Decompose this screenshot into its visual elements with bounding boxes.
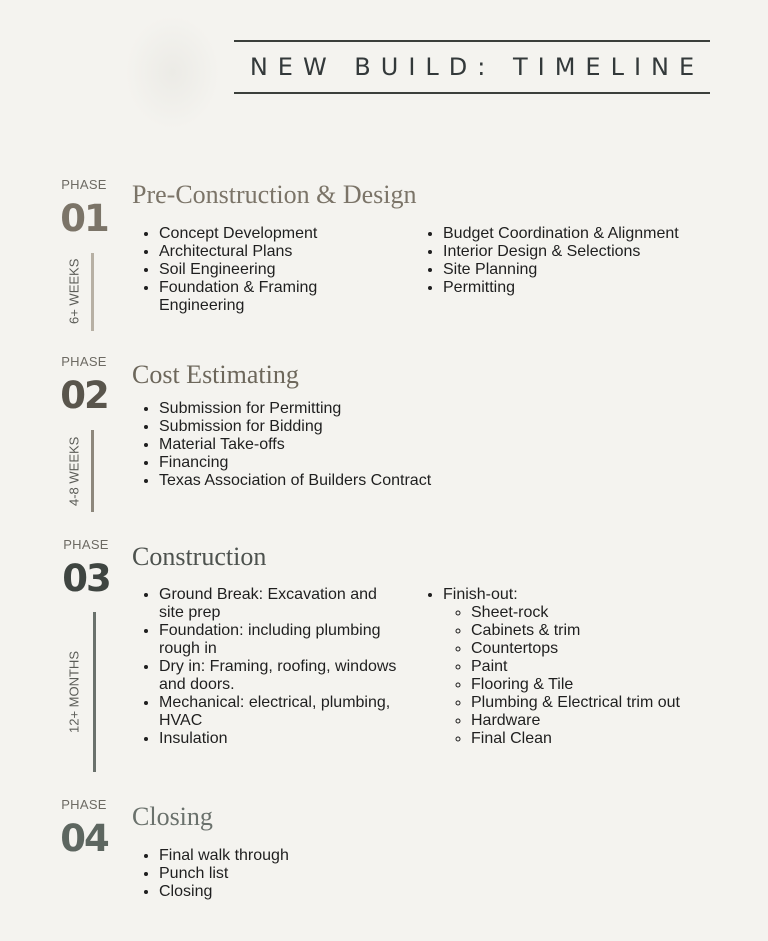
list-item: • Foundation & Framing Engineering: [159, 279, 334, 315]
finish-out-sublist: [443, 604, 763, 748]
duration-bar: [91, 253, 94, 331]
list-item: • Foundation: including plumbing rough in: [159, 622, 404, 658]
list-item: • Texas Association of Builders Contract: [159, 472, 559, 490]
phase-number: 04: [60, 817, 108, 860]
list-item: • Dry in: Framing, roofing, windows and doors.: [159, 658, 419, 694]
sublist-item: ◦ Flooring & Tile: [471, 676, 763, 694]
list-item: • Punch list: [159, 865, 459, 883]
phase-label: PHASE: [61, 797, 107, 812]
phase-01-list-right: [417, 225, 763, 297]
list-item: • Financing: [159, 454, 559, 472]
phase-label: PHASE: [61, 354, 107, 369]
list-item: • Submission for Bidding: [159, 418, 559, 436]
phase-03-list-right: [417, 586, 763, 748]
phase-01-list-left: [133, 225, 389, 315]
phase-02-list: [133, 400, 559, 490]
list-item: • Concept Development: [159, 225, 389, 243]
sublist-item: ◦ Paint: [471, 658, 763, 676]
list-item: [443, 586, 763, 748]
phase-title: Construction: [132, 542, 267, 571]
list-item: • Closing: [159, 883, 459, 901]
list-item: • Material Take-offs: [159, 436, 559, 454]
list-item: • Interior Design & Selections: [443, 243, 763, 261]
list-item: • Submission for Permitting: [159, 400, 559, 418]
phase-number: 03: [62, 557, 110, 600]
phase-04-list: [133, 847, 459, 901]
phase-duration: 12+ MONTHS: [66, 651, 82, 733]
duration-bar: [93, 612, 96, 772]
finish-out-heading: Finish-out:: [443, 586, 518, 603]
list-item: • Architectural Plans: [159, 243, 389, 261]
list-item: • Permitting: [443, 279, 763, 297]
phase-number: 02: [60, 374, 108, 417]
sublist-item: ◦ Sheet-rock: [471, 604, 763, 622]
phase-title: Pre-Construction & Design: [132, 180, 417, 209]
list-item: • Site Planning: [443, 261, 763, 279]
phase-title: Cost Estimating: [132, 360, 299, 389]
title-banner: [234, 40, 710, 94]
list-item: • Ground Break: Excavation and site prep: [159, 586, 404, 622]
phase-label: PHASE: [61, 177, 107, 192]
page-title: NEW BUILD: TIMELINE: [249, 53, 705, 81]
phase-number: 01: [60, 197, 108, 240]
sublist-item: ◦ Final Clean: [471, 730, 763, 748]
list-item: • Insulation: [159, 730, 444, 748]
list-item: • Soil Engineering: [159, 261, 389, 279]
sublist-item: ◦ Plumbing & Electrical trim out: [471, 694, 763, 712]
phase-label: PHASE: [63, 537, 109, 552]
list-item: • Budget Coordination & Alignment: [443, 225, 763, 243]
phase-title: Closing: [132, 802, 213, 831]
duration-bar: [91, 430, 94, 512]
sublist-item: ◦ Cabinets & trim: [471, 622, 763, 640]
phase-duration: 4-8 WEEKS: [66, 436, 82, 506]
list-item: • Final walk through: [159, 847, 459, 865]
phase-03-list-left: [133, 586, 444, 748]
sublist-item: ◦ Countertops: [471, 640, 763, 658]
faded-logo-watermark: [125, 15, 220, 130]
sublist-item: ◦ Hardware: [471, 712, 763, 730]
list-item: • Mechanical: electrical, plumbing, HVAC: [159, 694, 409, 730]
phase-duration: 6+ WEEKS: [66, 258, 82, 324]
